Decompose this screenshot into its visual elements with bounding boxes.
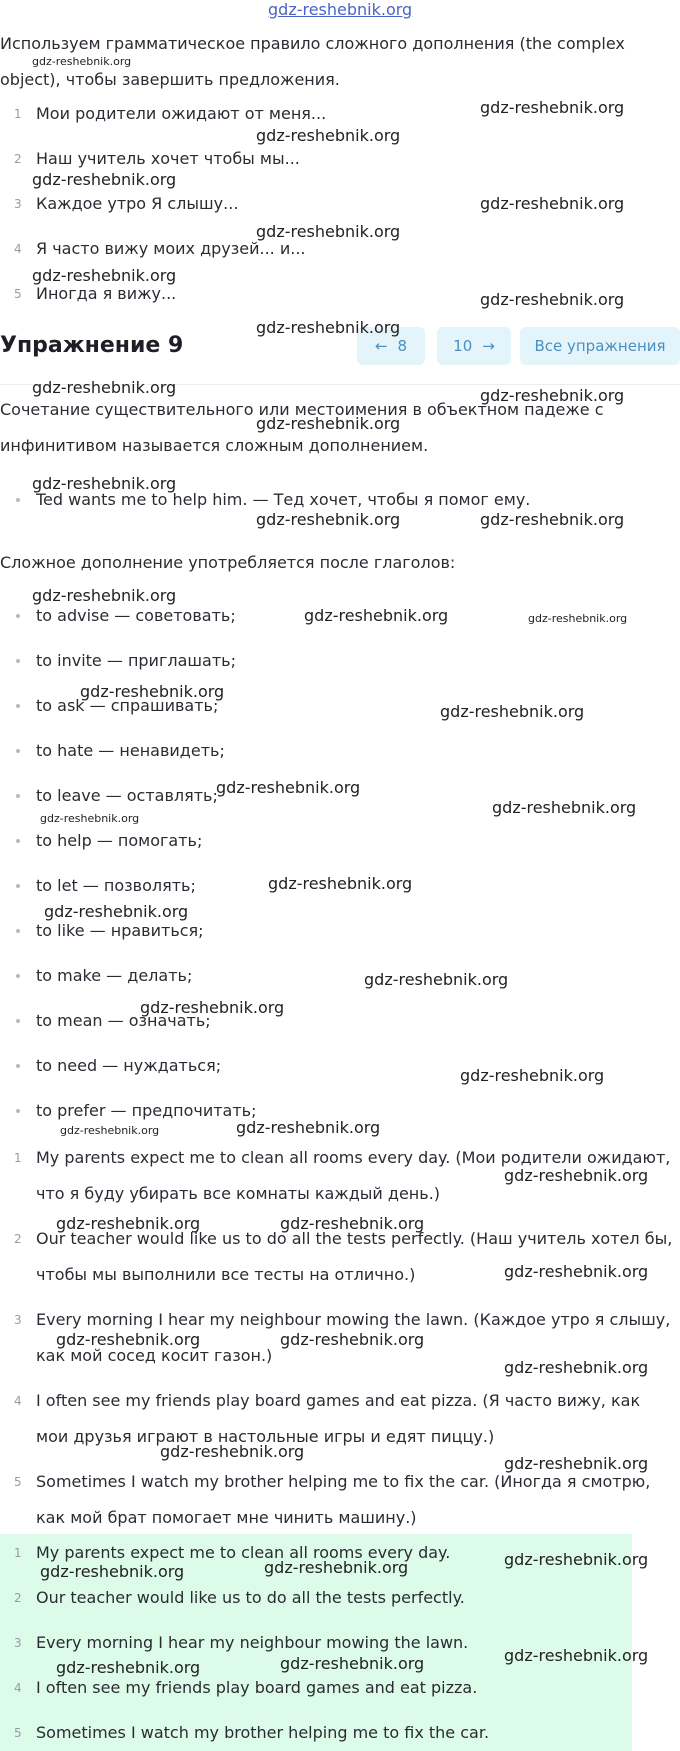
item-number: 2: [14, 1232, 22, 1246]
bullet-icon: [16, 614, 20, 618]
item-text: I often see my friends play board games and eat pizza.: [36, 1678, 478, 1697]
watermark: gdz-reshebnik.org: [40, 812, 140, 825]
watermark: gdz-reshebnik.org: [504, 1358, 649, 1377]
item-number: 4: [14, 242, 22, 256]
watermark: gdz-reshebnik.org: [504, 1550, 649, 1569]
item-number: 1: [14, 1546, 22, 1560]
watermark: gdz-reshebnik.org: [32, 474, 177, 493]
watermark: gdz-reshebnik.org: [460, 1066, 605, 1085]
watermark: gdz-reshebnik.org: [236, 1118, 381, 1137]
bullet-icon: [16, 1019, 20, 1023]
item-text: Иногда я вижу...: [36, 284, 177, 303]
verb-text: to invite — приглашать;: [36, 651, 236, 670]
verb-text: to ask — спрашивать;: [36, 696, 219, 715]
item-text: My parents expect me to clean all rooms every day.: [36, 1543, 451, 1562]
watermark: gdz-reshebnik.org: [256, 126, 401, 145]
bullet-icon: [16, 884, 20, 888]
watermark: gdz-reshebnik.org: [280, 1654, 425, 1673]
watermark: gdz-reshebnik.org: [32, 170, 177, 189]
bullet-icon: [16, 659, 20, 663]
item-number: 4: [14, 1681, 22, 1695]
watermark: gdz-reshebnik.org: [256, 414, 401, 433]
item-text: Наш учитель хочет чтобы мы...: [36, 149, 300, 168]
bullet-icon: [16, 704, 20, 708]
watermark: gdz-reshebnik.org: [216, 778, 361, 797]
item-text: Мои родители ожидают от меня...: [36, 104, 327, 123]
watermark: gdz-reshebnik.org: [256, 510, 401, 529]
watermark: gdz-reshebnik.org: [504, 1454, 649, 1473]
intro-text: Используем грамматическое правило сложного дополнения (the complex object), чтобы завершить предложения.: [0, 34, 625, 89]
arrow-left-icon: ←: [374, 337, 388, 355]
item-text: Our teacher would like us to do all the tests perfectly.: [36, 1588, 465, 1607]
watermark: gdz-reshebnik.org: [480, 290, 625, 309]
watermark: gdz-reshebnik.org: [280, 1214, 425, 1233]
item-text: Каждое утро Я слышу...: [36, 194, 239, 213]
watermark: gdz-reshebnik.org: [140, 998, 285, 1017]
bullet-icon: [16, 1109, 20, 1113]
watermark: gdz-reshebnik.org: [80, 682, 225, 701]
watermark: gdz-reshebnik.org: [304, 606, 449, 625]
item-text: Sometimes I watch my brother helping me to fix the car. (Иногда я смотрю, как мой брат помогает мне чинить машину.): [36, 1472, 651, 1527]
item-number: 2: [14, 152, 22, 166]
item-text: Sometimes I watch my brother helping me to fix the car.: [36, 1723, 490, 1742]
item-text: Every morning I hear my neighbour mowing the lawn.: [36, 1633, 469, 1652]
verb-text: to let — позволять;: [36, 876, 196, 895]
watermark: gdz-reshebnik.org: [256, 222, 401, 241]
watermark: gdz-reshebnik.org: [280, 1330, 425, 1349]
bullet-icon: [16, 794, 20, 798]
watermark: gdz-reshebnik.org: [160, 1442, 305, 1461]
example-text: Ted wants me to help him. — Тед хочет, чтобы я помог ему.: [36, 490, 531, 509]
verb-text: to prefer — предпочитать;: [36, 1101, 257, 1120]
watermark: gdz-reshebnik.org: [60, 1124, 160, 1137]
verb-text: to leave — оставлять;: [36, 786, 218, 805]
watermark: gdz-reshebnik.org: [44, 902, 189, 921]
watermark: gdz-reshebnik.org: [256, 318, 401, 337]
arrow-right-icon: →: [482, 337, 495, 355]
watermark: gdz-reshebnik.org: [480, 194, 625, 213]
item-number: 5: [14, 1726, 22, 1740]
watermark: gdz-reshebnik.org: [480, 510, 625, 529]
item-text: Our teacher would like us to do all the tests perfectly. (Наш учитель хотел бы, чтобы мы выполнили все тесты на отлично.): [36, 1229, 673, 1284]
bullet-icon: [16, 974, 20, 978]
watermark: gdz-reshebnik.org: [504, 1166, 649, 1185]
watermark: gdz-reshebnik.org: [480, 98, 625, 117]
watermark: gdz-reshebnik.org: [268, 874, 413, 893]
watermark: gdz-reshebnik.org: [32, 55, 132, 68]
item-number: 3: [14, 197, 22, 211]
verb-text: to advise — советовать;: [36, 606, 236, 625]
item-number: 5: [14, 287, 22, 301]
item-number: 5: [14, 1475, 22, 1489]
bullet-icon: [16, 929, 20, 933]
bullet-icon: [16, 749, 20, 753]
verb-text: to need — нуждаться;: [36, 1056, 222, 1075]
watermark: gdz-reshebnik.org: [528, 612, 628, 625]
bullet-icon: [16, 839, 20, 843]
watermark: gdz-reshebnik.org: [364, 970, 509, 989]
verb-text: to help — помогать;: [36, 831, 203, 850]
item-number: 3: [14, 1313, 22, 1327]
item-number: 2: [14, 1591, 22, 1605]
bullet-icon: [16, 498, 20, 502]
all-exercises-button[interactable]: [520, 327, 680, 365]
prev-exercise-label: 8: [397, 337, 408, 355]
item-number: 4: [14, 1394, 22, 1408]
watermark: gdz-reshebnik.org: [56, 1214, 201, 1233]
watermark: gdz-reshebnik.org: [504, 1262, 649, 1281]
watermark: gdz-reshebnik.org: [440, 702, 585, 721]
bullet-icon: [16, 1064, 20, 1068]
item-number: 1: [14, 1151, 22, 1165]
watermark: gdz-reshebnik.org: [32, 586, 177, 605]
watermark: gdz-reshebnik.org: [32, 266, 177, 285]
exercise-title: Упражнение 9: [0, 333, 184, 358]
item-text: Я часто вижу моих друзей... и...: [36, 239, 306, 258]
item-text: Every morning I hear my neighbour mowing the lawn. (Каждое утро я слышу, как мой сосед косит газон.): [36, 1310, 671, 1365]
watermark-link[interactable]: gdz-reshebnik.org: [268, 0, 413, 19]
watermark: gdz-reshebnik.org: [492, 798, 637, 817]
item-text: My parents expect me to clean all rooms every day. (Мои родители ожидают, что я буду убирать все комнаты каждый день.): [36, 1148, 671, 1203]
watermark: gdz-reshebnik.org: [56, 1330, 201, 1349]
all-exercises-label: Все упражнения: [534, 337, 666, 355]
watermark: gdz-reshebnik.org: [32, 378, 177, 397]
watermark: gdz-reshebnik.org: [56, 1658, 201, 1677]
verb-text: to make — делать;: [36, 966, 193, 985]
next-exercise-button[interactable]: [437, 327, 511, 365]
theory-text: Сочетание существительного или местоимения в объектном падеже с инфинитивом называется сложным дополнением.: [0, 400, 604, 455]
verb-text: to mean — означать;: [36, 1011, 211, 1030]
watermark: gdz-reshebnik.org: [40, 1562, 185, 1581]
item-text: I often see my friends play board games and eat pizza. (Я часто вижу, как мои друзья играют в настольные игры и едят пиццу.): [36, 1391, 641, 1446]
verbs-intro-text: Сложное дополнение употребляется после глаголов:: [0, 553, 456, 572]
item-number: 3: [14, 1636, 22, 1650]
watermark: gdz-reshebnik.org: [264, 1558, 409, 1577]
next-exercise-label: 10: [453, 337, 473, 355]
verb-text: to like — нравиться;: [36, 921, 204, 940]
watermark: gdz-reshebnik.org: [504, 1646, 649, 1665]
watermark: gdz-reshebnik.org: [480, 386, 625, 405]
item-number: 1: [14, 107, 22, 121]
verb-text: to hate — ненавидеть;: [36, 741, 225, 760]
